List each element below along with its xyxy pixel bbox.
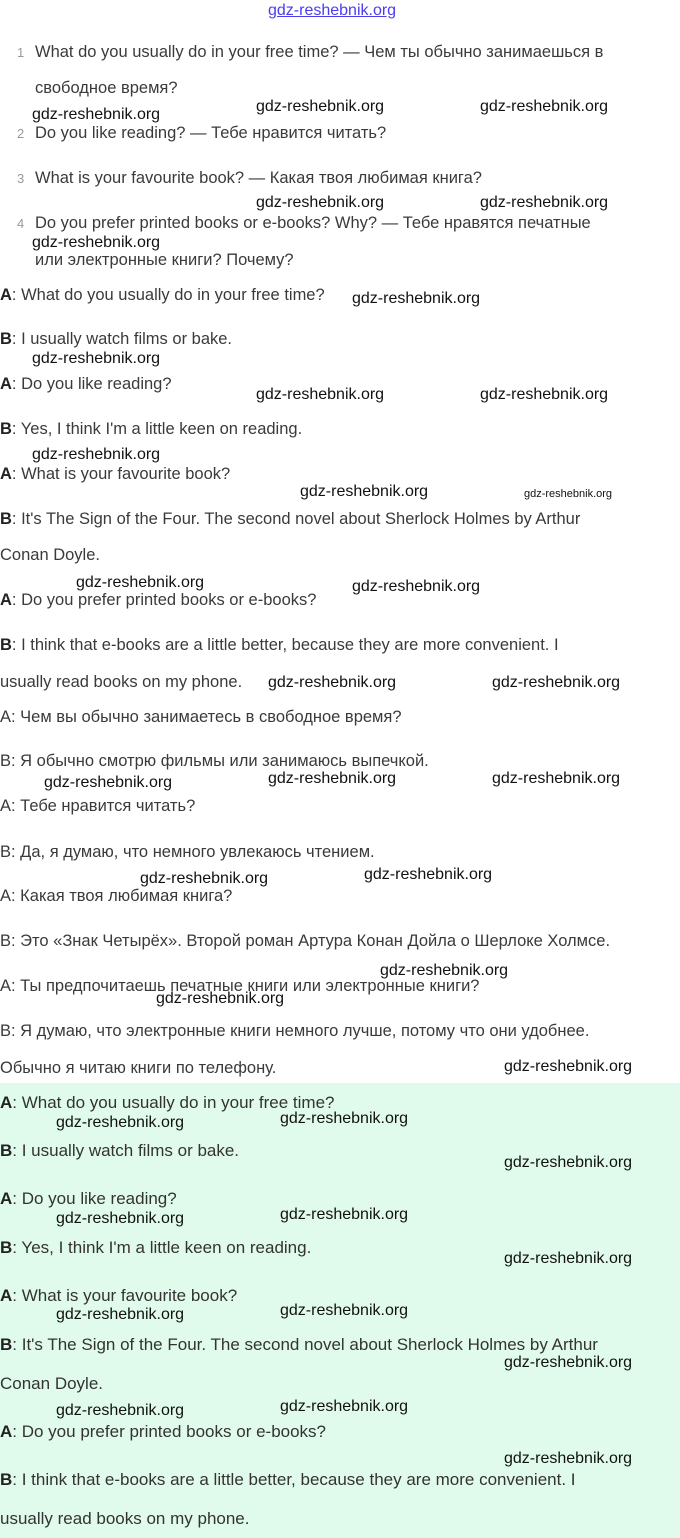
watermark: gdz-reshebnik.org — [380, 962, 509, 979]
watermark: gdz-reshebnik.org — [280, 1302, 409, 1319]
highlight-line-cont: Conan Doyle. — [0, 1374, 104, 1393]
translation-line: A: Какая твоя любимая книга? — [0, 887, 233, 905]
translation-line: A: Чем вы обычно занимаетесь в свободное время? — [0, 708, 402, 726]
question-text: What is your favourite book? — Какая твоя любимая книга? — [35, 169, 482, 187]
dialogue-line: B: I think that e-books are a little better, because they are more convenient. I — [0, 636, 559, 654]
watermark: gdz-reshebnik.org — [352, 578, 481, 595]
question-number: 3 — [17, 171, 25, 186]
watermark: gdz-reshebnik.org — [524, 488, 613, 500]
watermark: gdz-reshebnik.org — [492, 770, 621, 787]
watermark: gdz-reshebnik.org — [280, 1398, 409, 1415]
dialogue-line: A: Do you like reading? — [0, 375, 172, 393]
watermark: gdz-reshebnik.org — [56, 1306, 185, 1323]
dialogue-line-cont: usually read books on my phone. — [0, 673, 243, 691]
highlight-line: A: What is your favourite book? — [0, 1286, 238, 1305]
dialogue-line: A: What is your favourite book? — [0, 465, 231, 483]
watermark: gdz-reshebnik.org — [268, 2, 397, 19]
question-text: What do you usually do in your free time? — Чем ты обычно занимаешься в — [35, 43, 604, 61]
highlight-line: A: What do you usually do in your free time? — [0, 1093, 335, 1112]
watermark: gdz-reshebnik.org — [352, 290, 481, 307]
watermark: gdz-reshebnik.org — [56, 1210, 185, 1227]
watermark: gdz-reshebnik.org — [480, 194, 609, 211]
watermark: gdz-reshebnik.org — [492, 674, 621, 691]
dialogue-line: B: Yes, I think I'm a little keen on reading. — [0, 420, 303, 438]
highlight-line-cont: usually read books on my phone. — [0, 1509, 250, 1528]
watermark: gdz-reshebnik.org — [44, 774, 173, 791]
highlight-line: B: I think that e-books are a little better, because they are more convenient. I — [0, 1470, 576, 1489]
highlight-line: B: Yes, I think I'm a little keen on reading. — [0, 1238, 312, 1257]
watermark: gdz-reshebnik.org — [32, 106, 161, 123]
question-text: свободное время? — [35, 79, 178, 97]
watermark: gdz-reshebnik.org — [268, 674, 397, 691]
watermark: gdz-reshebnik.org — [504, 1450, 633, 1467]
dialogue-line-cont: Conan Doyle. — [0, 546, 100, 564]
highlight-line: A: Do you prefer printed books or e-books? — [0, 1422, 327, 1441]
watermark: gdz-reshebnik.org — [300, 483, 429, 500]
dialogue-line: B: It's The Sign of the Four. The second novel about Sherlock Holmes by Arthur — [0, 510, 581, 528]
question-text: или электронные книги? Почему? — [35, 251, 294, 269]
translation-line: Обычно я читаю книги по телефону. — [0, 1059, 277, 1077]
highlight-line: B: It's The Sign of the Four. The second novel about Sherlock Holmes by Arthur — [0, 1335, 598, 1354]
question-text: Do you like reading? — Тебе нравится читать? — [35, 124, 387, 142]
translation-line: A: Ты предпочитаешь печатные книги или электронные книги? — [0, 977, 480, 995]
translation-line: B: Я обычно смотрю фильмы или занимаюсь выпечкой. — [0, 752, 429, 770]
watermark: gdz-reshebnik.org — [480, 386, 609, 403]
dialogue-line: B: I usually watch films or bake. — [0, 330, 233, 348]
watermark: gdz-reshebnik.org — [504, 1250, 633, 1267]
watermark: gdz-reshebnik.org — [280, 1110, 409, 1127]
watermark: gdz-reshebnik.org — [32, 446, 161, 463]
watermark: gdz-reshebnik.org — [256, 386, 385, 403]
question-number: 4 — [17, 216, 25, 231]
highlight-line: A: Do you like reading? — [0, 1189, 177, 1208]
translation-line: B: Да, я думаю, что немного увлекаюсь чтением. — [0, 843, 375, 861]
dialogue-line: A: What do you usually do in your free time? — [0, 286, 325, 304]
translation-line: B: Это «Знак Четырёх». Второй роман Артура Конан Дойла о Шерлоке Холмсе. — [0, 932, 611, 950]
watermark: gdz-reshebnik.org — [56, 1114, 185, 1131]
watermark: gdz-reshebnik.org — [256, 98, 385, 115]
watermark: gdz-reshebnik.org — [504, 1354, 633, 1371]
watermark: gdz-reshebnik.org — [156, 990, 285, 1007]
watermark: gdz-reshebnik.org — [504, 1154, 633, 1171]
watermark: gdz-reshebnik.org — [256, 194, 385, 211]
watermark: gdz-reshebnik.org — [32, 234, 161, 251]
question-number: 1 — [17, 45, 25, 60]
watermark: gdz-reshebnik.org — [280, 1206, 409, 1223]
dialogue-line: A: Do you prefer printed books or e-books? — [0, 591, 317, 609]
watermark: gdz-reshebnik.org — [140, 870, 269, 887]
watermark: gdz-reshebnik.org — [76, 574, 205, 591]
watermark: gdz-reshebnik.org — [56, 1402, 185, 1419]
watermark: gdz-reshebnik.org — [504, 1058, 633, 1075]
question-number: 2 — [17, 126, 25, 141]
watermark: gdz-reshebnik.org — [480, 98, 609, 115]
watermark: gdz-reshebnik.org — [364, 866, 493, 883]
watermark: gdz-reshebnik.org — [32, 350, 161, 367]
translation-line: B: Я думаю, что электронные книги немного лучше, потому что они удобнее. — [0, 1022, 590, 1040]
watermark: gdz-reshebnik.org — [268, 770, 397, 787]
highlight-line: B: I usually watch films or bake. — [0, 1141, 240, 1160]
question-text: Do you prefer printed books or e-books? Why? — Тебе нравятся печатные — [35, 214, 591, 232]
translation-line: A: Тебе нравится читать? — [0, 797, 196, 815]
